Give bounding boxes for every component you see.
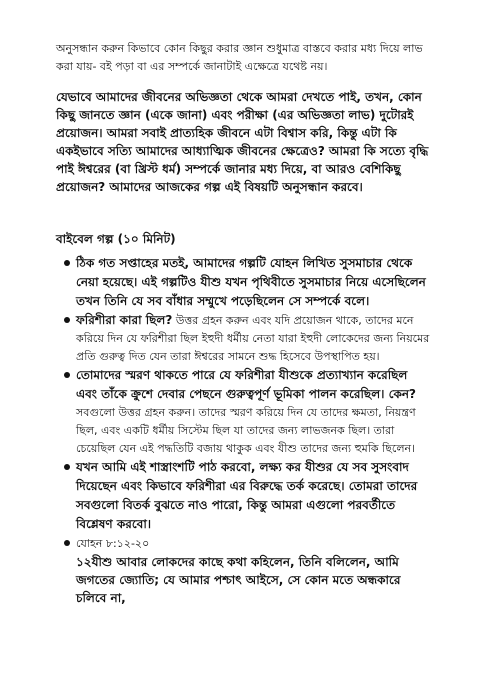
section-title: বাইবেল গল্প (১০ মিনিট) [56,232,176,246]
list-item [76,254,431,311]
intro-paragraph: অনুসন্ধান করুন কিভাবে কোন কিছুর করার জ্ঞান শুধুমাত্র বাস্তবে করার মধ্য দিয়ে লাভ করা যায়- বই পড়া বা এর সম্পর্কে জানাটাই এক্ষেত্রে যথেষ্ট নয়। [56,42,423,73]
list-item [76,458,431,534]
list-item [76,534,431,553]
bullet-bold-text: ফরিশীরা কারা ছিল? [76,313,173,327]
bullet-icon [64,464,70,470]
bullet-icon [64,540,70,546]
bullet-bold-text: তোমাদের স্মরণ থাকতে পারে যে ফরিশীরা যীশুকে প্রত্যাখ্যান করেছিল এবং তাঁকে ক্রুশে দেবার পেছনে গুরুত্বপূর্ণ ভূমিকা পালন করেছিল। কেন? [76,368,417,401]
bullet-bold-text: যখন আমি এই শাস্ত্রাংশটি পাঠ করবো, লক্ষ্য কর যীশুর যে সব সুসংবাদ দিয়েছেন এবং কিভাবে ফরিশীরা এর বিরুদ্ধে তর্ক করেছে। তোমরা তাদের সবগুলো বিতর্ক বুঝতে নাও পারো, কিন্তু আমরা এগুলো পরবর্তীতে বিশ্লেষণ করবো। [76,460,418,531]
scripture-reference: যোহন ৮:১২-২০ [76,537,150,550]
intro-bold-paragraph: যেভাবে আমাদের জীবনের অভিজ্ঞতা থেকে আমরা দেখতে পাই, তখন, কোন কিছু জানতে জ্ঞান (একে জানা) এবং পরীক্ষা (এর অভিজ্ঞতা লাভ) দুটোরই প্রয়োজন। আমরা সবাই প্রাত্যহিক জীবনে এটা বিশ্বাস করি, কিন্তু এটা কি একইভাবে সত্যি আমাদের আধ্যাত্মিক জীবনের ক্ষেত্রেও? আমরা কি সত্যে বৃদ্ধি পাই ঈশ্বরের (বা খ্রিস্ট ধর্ম) সম্পর্কে জানার মধ্য দিয়ে, বা আরও বেশিকিছু প্রয়োজন? আমাদের আজকের গল্প এই বিষয়টি অনুসন্ধান করবে। [56,90,429,194]
list-item [76,311,431,366]
list-item [76,366,431,458]
scripture-verse: ১২যীশু আবার লোকদের কাছে কথা কহিলেন, তিনি বলিলেন, আমি জগতের জ্যোতি; যে আমার পশ্চাৎ আইসে, সে কোন মতে অন্ধকারে চলিবে না, [76,555,401,605]
bullet-text: উত্তর গ্রহন করুন এবং যদি প্রয়োজন থাকে, তাদের মনে করিয়ে দিন যে ফরিশীরা ছিল ইহুদী ধর্মীয় নেতা যারা ইহুদী লোকেদের জন্য নিয়মের প্রতি গুরুত্ব দিত যেন তারা ঈশ্বরের সামনে শুদ্ধ হিসেবে উপস্থাপিত হয়। [76,314,430,363]
bullet-icon [64,372,70,378]
bullet-bold-text: ঠিক গত সপ্তাহের মতই, আমাদের গল্পটি যোহন লিখিত সুসমাচার থেকে নেয়া হয়েছে। এই গল্পটিও যীশু যখন পৃথিবীতে সুসমাচার নিয়ে এসেছিলেন তখন তিনি যে সব বাঁধার সম্মুখে পড়েছিলেন সে সম্পর্কে বলে। [76,256,426,308]
bullet-icon [64,317,70,323]
bullet-list [56,254,431,553]
bullet-text: সবগুলো উত্তর গ্রহন করুন। তাদের স্মরণ করিয়ে দিন যে তাদের ক্ষমতা, নিয়ন্ত্রণ ছিল, এবং একটি ধর্মীয় সিস্টেম ছিল যা তাদের জন্য লাভজনক ছিল। তারা চেয়েছিল যেন এই পদ্ধতিটি বজায় থাকুক এবং যীশু তাদের জন্য হুমকি ছিলেন। [76,406,416,455]
bullet-icon [64,260,70,266]
